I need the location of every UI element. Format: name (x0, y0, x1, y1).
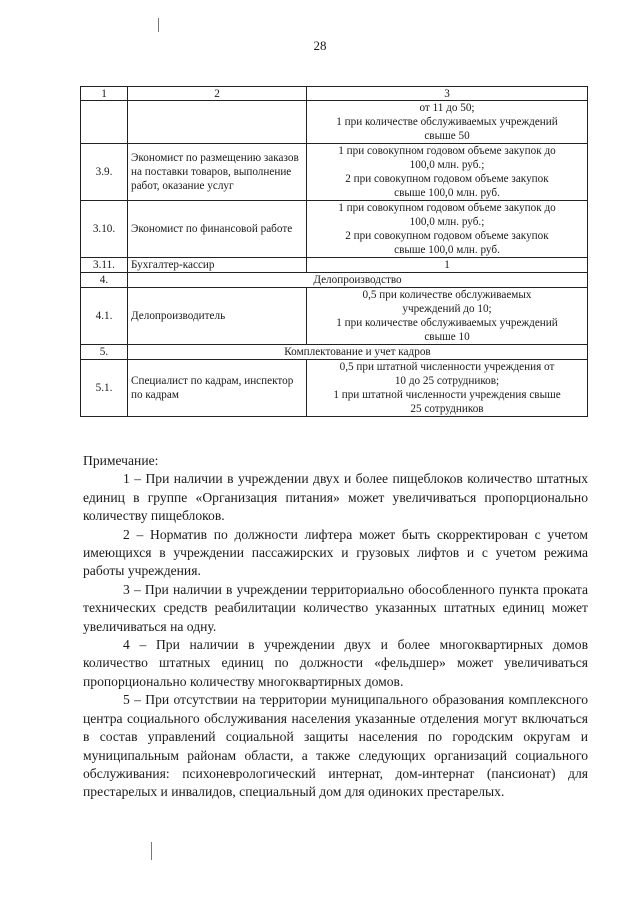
header-cell: 3 (307, 87, 588, 101)
page-number: 28 (313, 38, 327, 53)
norm-line: 2 при совокупном годовом объеме закупок (345, 173, 549, 185)
row-position: Экономист по размещению заказов на поставки товаров, выполнение работ, оказание услуг (128, 144, 307, 201)
norm-line: свыше 100,0 млн. руб. (394, 187, 500, 199)
header-cell: 2 (128, 87, 307, 101)
section-title: Комплектование и учет кадров (128, 345, 588, 360)
row-norm (307, 360, 588, 417)
norm-line: 1 при количестве обслуживаемых учреждений (336, 317, 558, 329)
norm-line: 100,0 млн. руб.; (409, 216, 485, 228)
norm-line: 0,5 при количестве обслуживаемых (362, 289, 532, 301)
note-item: 4 – При наличии в учреждении двух и более многоквартирных домов количество штатных единиц по должности «фельдшер» может увеличиваться пропорционально количеству многоквартирных домов. (83, 637, 588, 689)
norm-line: 2 при совокупном годовом объеме закупок (345, 230, 549, 242)
row-position: Делопроизводитель (128, 288, 307, 345)
norm-line: свыше 50 (424, 130, 470, 142)
staffing-norms-table (80, 86, 588, 417)
table-row (81, 201, 588, 258)
row-norm (307, 201, 588, 258)
row-norm (307, 288, 588, 345)
note-item: 1 – При наличии в учреждении двух и более пищеблоков количество штатных единиц в группе «Организация питания» может увеличиваться пропорционально количеству пищеблоков. (83, 471, 588, 524)
norm-line: 1 при штатной численности учреждения свыше (333, 389, 561, 401)
table-row (81, 258, 588, 273)
row-number: 5.1. (81, 360, 128, 417)
table-row (81, 101, 588, 144)
norm-line: от 11 до 50; (419, 102, 475, 114)
row-number: 3.11. (81, 258, 128, 273)
norm-line: 1 при совокупном годовом объеме закупок до (338, 145, 556, 157)
notes-title: Примечание: (83, 453, 159, 468)
norm-line: 25 сотрудников (410, 403, 484, 415)
row-number: 3.10. (81, 201, 128, 258)
norm-line: 1 при количестве обслуживаемых учреждений (336, 116, 558, 128)
table-row (81, 288, 588, 345)
norm-line: свыше 10 (424, 331, 470, 343)
note-item: 5 – При отсутствии на территории муниципального образования комплексного центра социального обслуживания населения указанные отделения могут включаться в состав управлений социальной защиты населения по городским округам и муниципальным районам области, а также следующих организаций социального обслуживания: психоневрологический интернат, дом-интернат (пансионат) для престарелых и инвалидов, специальный дом для одиноких престарелых. (83, 692, 588, 800)
row-number (81, 101, 128, 144)
notes-section (83, 452, 588, 802)
table-row (81, 144, 588, 201)
row-position: Специалист по кадрам, инспектор по кадрам (128, 360, 307, 417)
row-number: 4. (81, 273, 128, 288)
scan-mark-bottom (151, 842, 152, 860)
norm-line: 10 до 25 сотрудников; (394, 375, 500, 387)
row-position: Бухгалтер-кассир (128, 258, 307, 273)
table-row (81, 360, 588, 417)
norm-line: учреждений до 10; (402, 303, 492, 315)
section-title: Делопроизводство (128, 273, 588, 288)
norm-line: 1 (444, 259, 450, 271)
row-norm (307, 144, 588, 201)
row-norm (307, 258, 588, 273)
section-row (81, 345, 588, 360)
norm-line: свыше 100,0 млн. руб. (394, 244, 500, 256)
note-item: 3 – При наличии в учреждении территориально обособленного пункта проката технических средств реабилитации количество указанных штатных единиц может увеличиваться на одну. (83, 581, 588, 634)
row-number: 4.1. (81, 288, 128, 345)
norm-line: 100,0 млн. руб.; (409, 159, 485, 171)
row-position (128, 101, 307, 144)
row-number: 5. (81, 345, 128, 360)
table-header-row (81, 87, 588, 101)
norm-line: 1 при совокупном годовом объеме закупок до (338, 202, 556, 214)
row-norm (307, 101, 588, 144)
note-item: 2 – Норматив по должности лифтера может быть скорректирован с учетом имеющихся в учреждении пассажирских и грузовых лифтов и с учетом режима работы учреждения. (83, 526, 588, 579)
section-row (81, 273, 588, 288)
row-number: 3.9. (81, 144, 128, 201)
scan-mark-top (158, 18, 159, 32)
row-position: Экономист по финансовой работе (128, 201, 307, 258)
header-cell: 1 (81, 87, 128, 101)
norm-line: 0,5 при штатной численности учреждения от (339, 361, 555, 373)
